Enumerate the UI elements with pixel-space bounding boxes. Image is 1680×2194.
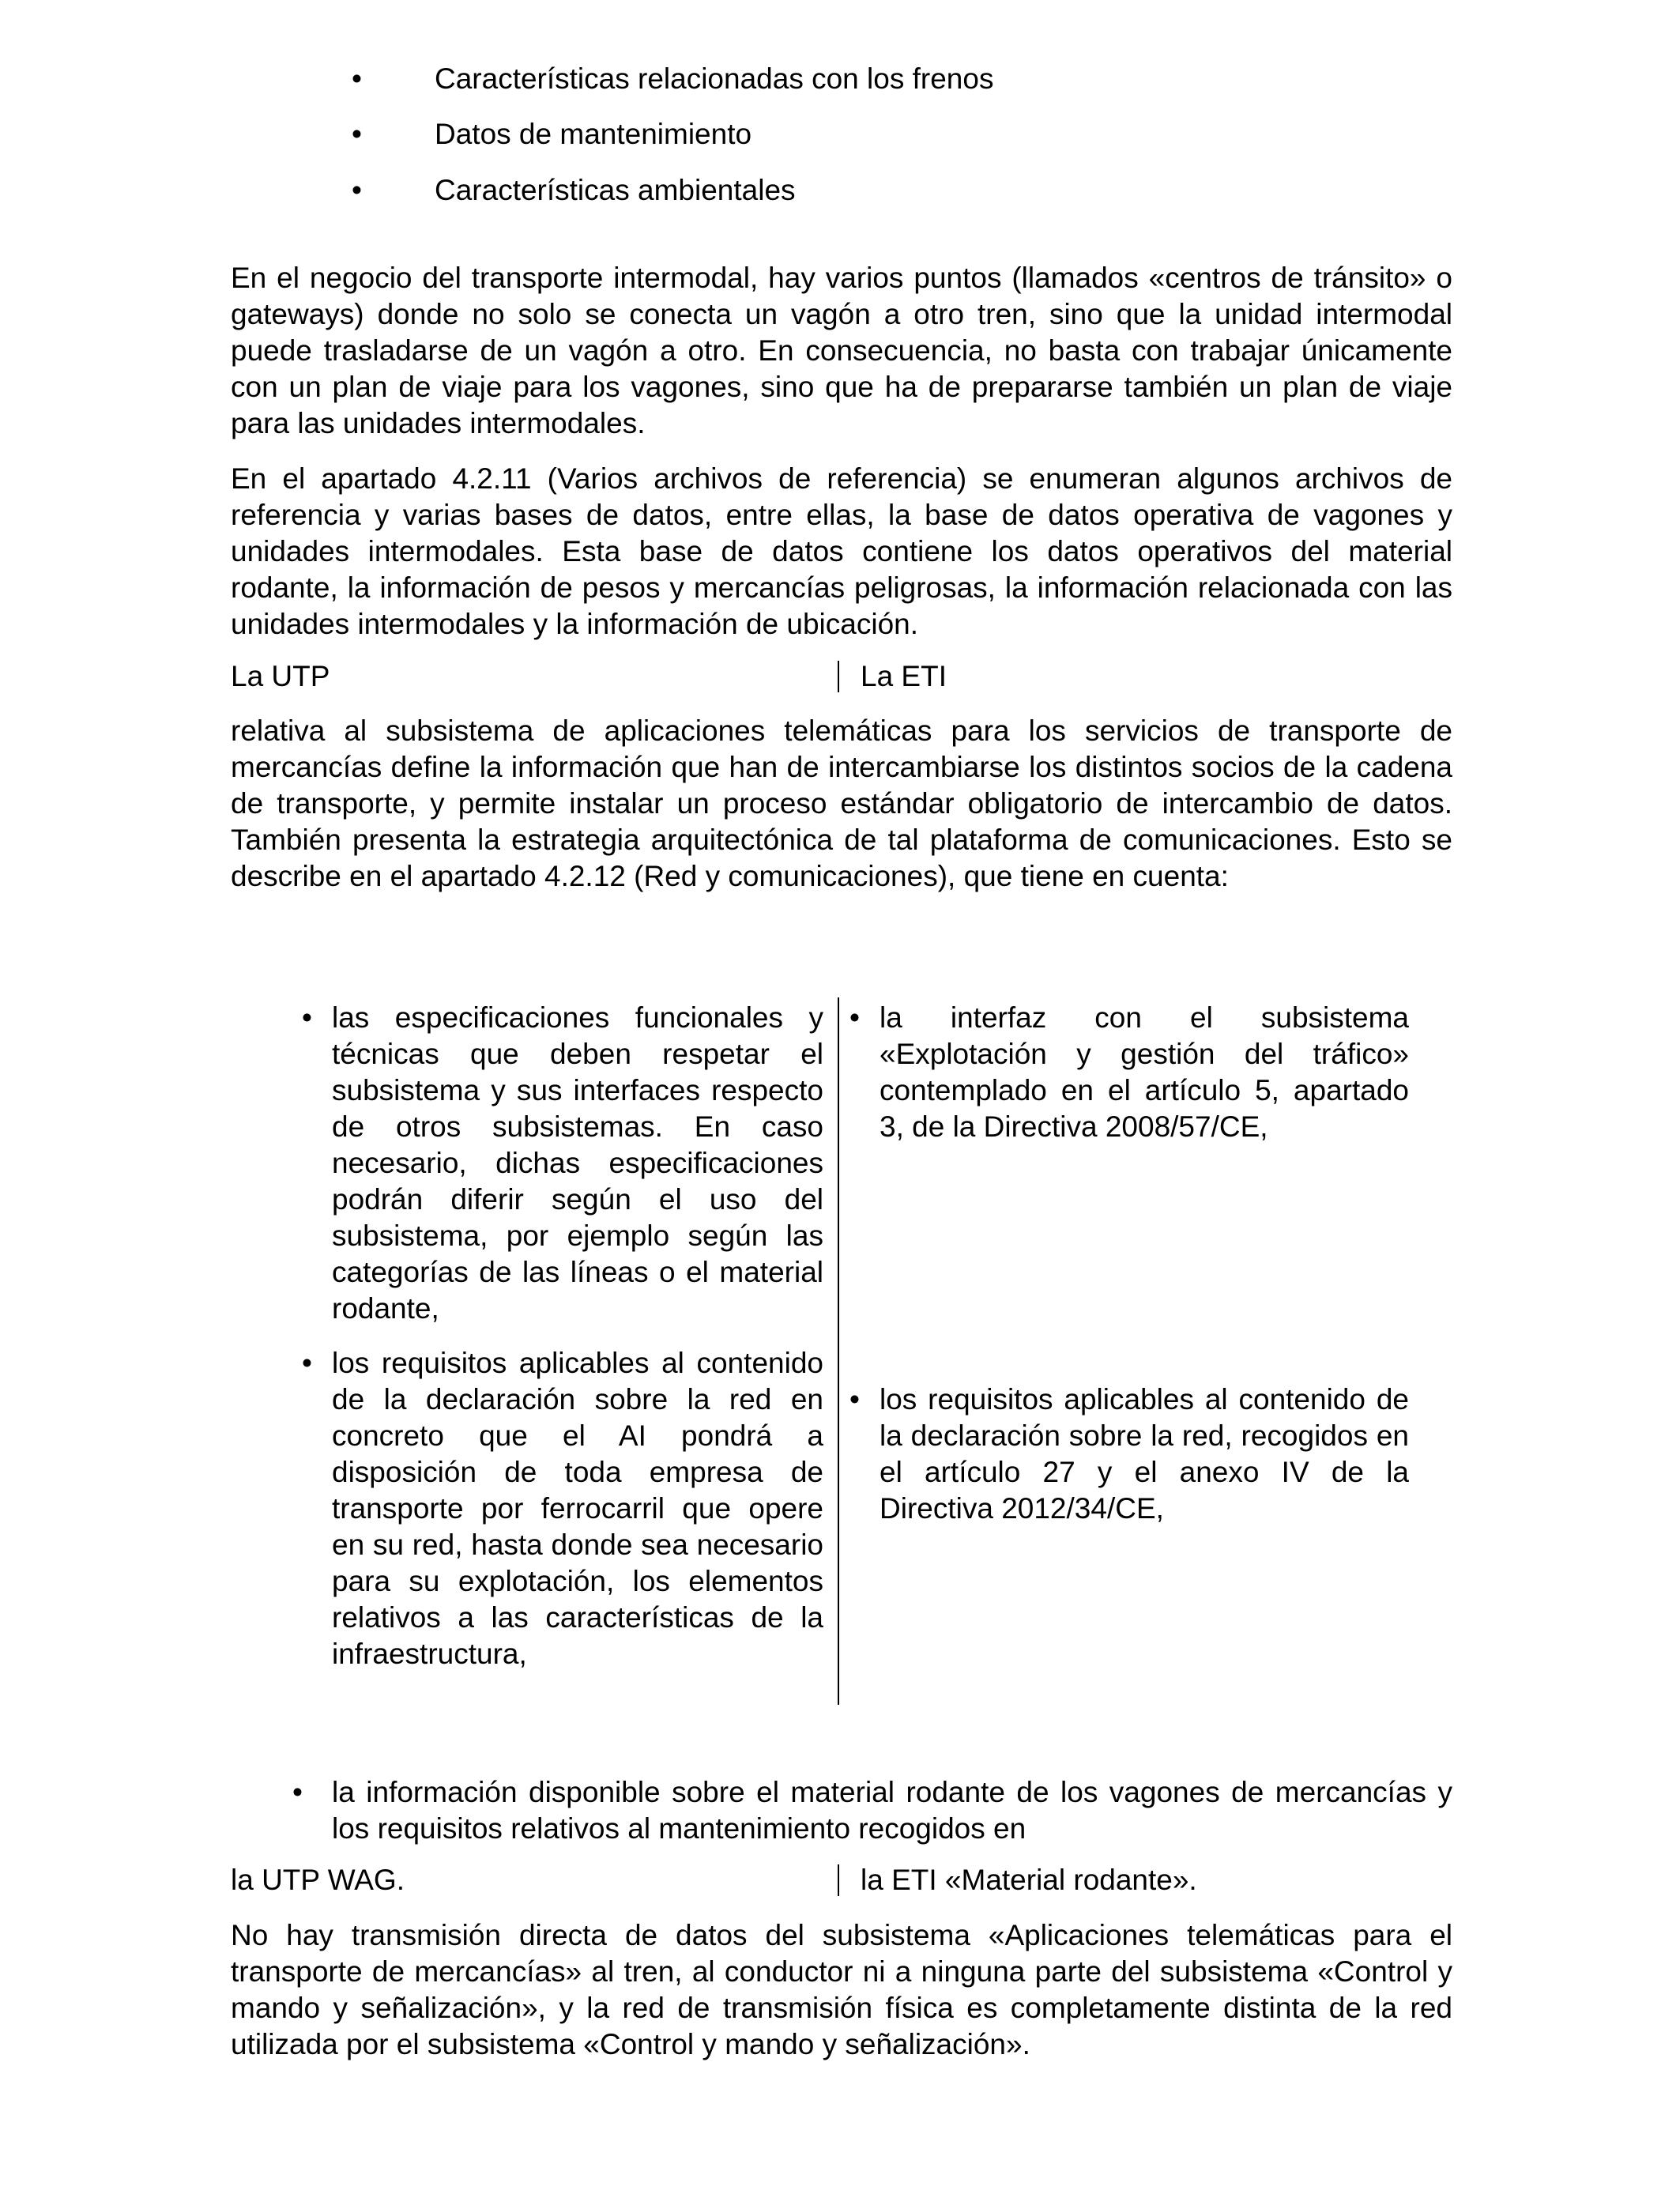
split-row-wag <box>231 1862 1452 1898</box>
split-left-text: la UTP WAG. <box>231 1864 405 1896</box>
split-right-text: la ETI «Material rodante». <box>861 1864 1197 1896</box>
list-item-rolling-stock <box>292 1774 1452 1847</box>
table-column-divider <box>838 997 839 1705</box>
table-right-item-text: los requisitos aplicables al contenido de la declaración sobre la red, recogidos en el artículo 27 y el anexo IV de la Directiva 2012/34/CE, <box>880 1383 1409 1525</box>
list-item-text: Características ambientales <box>435 174 796 206</box>
column-divider <box>838 661 839 692</box>
table-left-item-text: los requisitos aplicables al contenido de la declaración sobre la red en concreto que el AI pondrá a disposición de toda empresa de transporte por ferrocarril que opere en su red, hasta donde sea necesario para su explotación, los elementos relativos a las características de la infraestructura, <box>332 1347 823 1670</box>
split-row-utp-eti <box>231 658 1452 695</box>
table-right-item <box>849 1000 1409 1145</box>
paragraph-no-direct-transmission: No hay transmisión directa de datos del subsistema «Aplicaciones telemáticas para el transporte de mercancías» al tren, al conductor ni a ninguna parte del subsistema «Control y mando y señalización», y la red de transmisión física es completamente distinta de la red utilizada por el subsistema «Control y mando y señalización». <box>231 1919 1452 2060</box>
list-item-text: Características relacionadas con los frenos <box>435 62 994 95</box>
paragraph-intermodal: En el negocio del transporte intermodal, hay varios puntos (llamados «centros de tránsito» o gateways) donde no solo se conecta un vagón a otro tren, sino que la unidad intermodal puede trasladarse de un vagón a otro. En consecuencia, no basta con trabajar únicamente con un plan de viaje para los vagones, sino que ha de prepararse también un plan de viaje para las unidades intermodales. <box>231 262 1452 439</box>
bullet-icon: • <box>302 1347 312 1379</box>
table-right-item <box>849 1382 1409 1527</box>
bullet-icon: • <box>352 118 362 150</box>
table-left-item <box>302 1345 823 1672</box>
bullet-icon: • <box>849 1001 860 1034</box>
table-left-item-text: las especificaciones funcionales y técnicas que deben respetar el subsistema y sus interfaces respecto de otros subsistemas. En caso necesario, dichas especificaciones podrán diferir según el uso del subsistema, por ejemplo según las categorías de las líneas o el material rodante, <box>332 1001 823 1325</box>
split-right-text: La ETI <box>861 660 947 692</box>
bullet-icon: • <box>352 174 362 206</box>
list-item-text: la información disponible sobre el material rodante de los vagones de mercancías y los requisitos relativos al mantenimiento recogidos en <box>332 1776 1452 1845</box>
list-item-text: Datos de mantenimiento <box>435 118 752 150</box>
bullet-icon: • <box>849 1383 860 1416</box>
table-left-item <box>302 1000 823 1327</box>
paragraph-reference-files: En el apartado 4.2.11 (Varios archivos de referencia) se enumeran algunos archivos de referencia y varias bases de datos, entre ellas, la base de datos operativa de vagones y unidades intermodales. Esta base de datos contiene los datos operativos del material rodante, la información de pesos y mercancías peligrosas, la información relacionada con las unidades intermodales y la información de ubicación. <box>231 462 1452 640</box>
split-left-text: La UTP <box>231 660 330 692</box>
column-divider <box>838 1864 839 1896</box>
bullet-icon: • <box>302 1001 312 1034</box>
bullet-icon: • <box>292 1776 303 1808</box>
table-right-item-text: la interfaz con el subsistema «Explotación y gestión del tráfico» contemplado en el artículo 5, apartado 3, de la Directiva 2008/57/CE, <box>880 1001 1409 1143</box>
paragraph-telematic-subsystem: relativa al subsistema de aplicaciones telemáticas para los servicios de transporte de mercancías define la información que han de intercambiarse los distintos socios de la cadena de transporte, y permite instalar un proceso estándar obligatorio de intercambio de datos. También presenta la estrategia arquitectónica de tal plataforma de comunicaciones. Esto se describe en el apartado 4.2.12 (Red y comunicaciones), que tiene en cuenta: <box>231 714 1452 892</box>
bullet-icon: • <box>352 62 362 95</box>
